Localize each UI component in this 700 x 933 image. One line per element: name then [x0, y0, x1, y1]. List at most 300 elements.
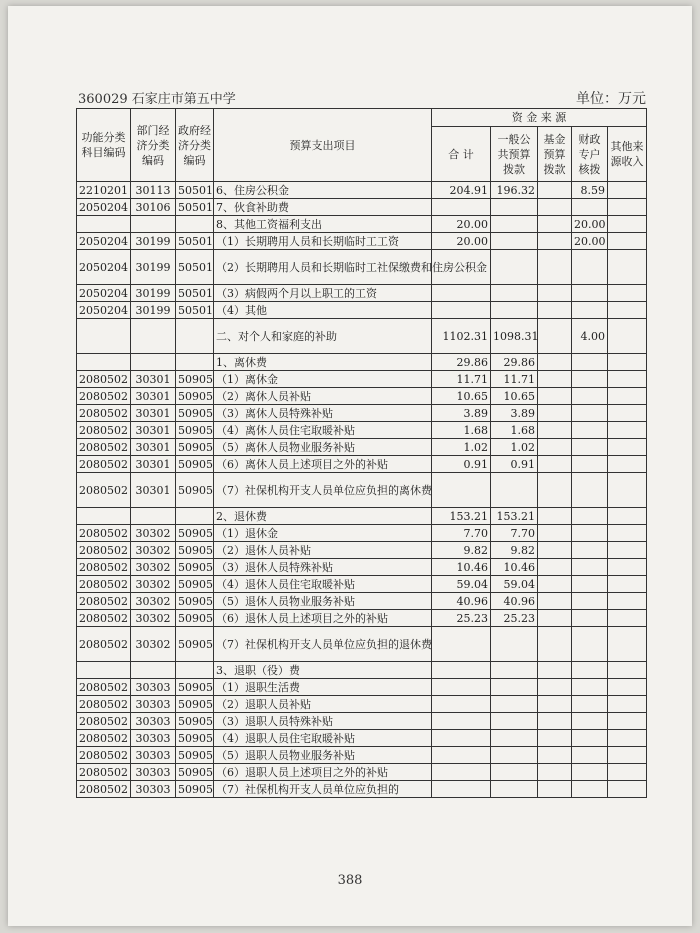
cell-dept-econ: [131, 508, 176, 525]
cell-general: 1098.31: [491, 319, 538, 354]
table-row: [77, 713, 647, 730]
table-row: [77, 233, 647, 250]
table-row: [77, 302, 647, 319]
cell-fund: [538, 781, 572, 798]
cell-other: [608, 439, 647, 456]
cell-func-code: [77, 216, 131, 233]
cell-special: [572, 525, 608, 542]
cell-other: [608, 473, 647, 508]
cell-item: （1）长期聘用人员和长期临时工工资: [214, 233, 432, 250]
document-header: [78, 88, 646, 108]
cell-general: [491, 781, 538, 798]
cell-other: [608, 182, 647, 199]
cell-total: 9.82: [432, 542, 491, 559]
cell-general: 11.71: [491, 371, 538, 388]
cell-general: 1.02: [491, 439, 538, 456]
cell-fund: [538, 559, 572, 576]
cell-special: 20.00: [572, 233, 608, 250]
table-row: [77, 405, 647, 422]
cell-total: [432, 764, 491, 781]
cell-func-code: 2210201: [77, 182, 131, 199]
cell-fund: [538, 250, 572, 285]
cell-total: [432, 473, 491, 508]
cell-dept-econ: 30301: [131, 456, 176, 473]
cell-dept-econ: [131, 319, 176, 354]
cell-dept-econ: 30106: [131, 199, 176, 216]
table-row: [77, 508, 647, 525]
cell-dept-econ: 30301: [131, 473, 176, 508]
cell-dept-econ: 30303: [131, 713, 176, 730]
cell-general: 153.21: [491, 508, 538, 525]
cell-gov-econ: 50905: [176, 405, 214, 422]
page-number: 388: [337, 873, 363, 888]
cell-special: [572, 354, 608, 371]
cell-special: [572, 627, 608, 662]
table-row: [77, 627, 647, 662]
cell-total: 29.86: [432, 354, 491, 371]
cell-func-code: 2080502: [77, 576, 131, 593]
table-row: [77, 525, 647, 542]
organization-title: 360029 石家庄市第五中学: [78, 92, 236, 107]
cell-special: [572, 679, 608, 696]
cell-fund: [538, 439, 572, 456]
cell-special: [572, 713, 608, 730]
cell-dept-econ: 30302: [131, 610, 176, 627]
cell-other: [608, 285, 647, 302]
cell-general: 196.32: [491, 182, 538, 199]
cell-fund: [538, 216, 572, 233]
cell-fund: [538, 199, 572, 216]
cell-special: [572, 593, 608, 610]
cell-fund: [538, 388, 572, 405]
cell-fund: [538, 662, 572, 679]
table-row: [77, 696, 647, 713]
cell-fund: [538, 371, 572, 388]
cell-total: 7.70: [432, 525, 491, 542]
cell-fund: [538, 730, 572, 747]
cell-special: [572, 388, 608, 405]
cell-gov-econ: 50905: [176, 576, 214, 593]
cell-special: [572, 371, 608, 388]
cell-item: （6）离休人员上述项目之外的补贴: [214, 456, 432, 473]
cell-general: 40.96: [491, 593, 538, 610]
cell-dept-econ: 30303: [131, 679, 176, 696]
cell-func-code: 2080502: [77, 713, 131, 730]
cell-total: [432, 730, 491, 747]
cell-item: （7）社保机构开支人员单位应负担的: [214, 781, 432, 798]
cell-item: （4）其他: [214, 302, 432, 319]
cell-other: [608, 559, 647, 576]
col-header-item: 预算支出项目: [214, 109, 432, 182]
cell-other: [608, 354, 647, 371]
cell-func-code: 2080502: [77, 559, 131, 576]
cell-total: 59.04: [432, 576, 491, 593]
cell-total: [432, 199, 491, 216]
cell-func-code: [77, 662, 131, 679]
cell-general: [491, 764, 538, 781]
cell-dept-econ: 30303: [131, 764, 176, 781]
cell-special: [572, 747, 608, 764]
table-row: [77, 456, 647, 473]
cell-general: [491, 285, 538, 302]
cell-dept-econ: 30302: [131, 559, 176, 576]
cell-other: [608, 747, 647, 764]
cell-other: [608, 199, 647, 216]
cell-total: 1102.31: [432, 319, 491, 354]
cell-gov-econ: 50905: [176, 696, 214, 713]
cell-special: [572, 508, 608, 525]
cell-general: [491, 302, 538, 319]
cell-func-code: 2050204: [77, 250, 131, 285]
table-row: [77, 388, 647, 405]
cell-fund: [538, 182, 572, 199]
cell-general: 10.46: [491, 559, 538, 576]
cell-gov-econ: 50905: [176, 747, 214, 764]
cell-special: [572, 422, 608, 439]
cell-fund: [538, 542, 572, 559]
cell-general: 0.91: [491, 456, 538, 473]
col-header-other: 其他来源收入: [608, 127, 647, 182]
cell-other: [608, 405, 647, 422]
cell-gov-econ: 50501: [176, 250, 214, 285]
cell-gov-econ: 50501: [176, 285, 214, 302]
cell-gov-econ: 50905: [176, 542, 214, 559]
cell-item: 1、离休费: [214, 354, 432, 371]
cell-item: （5）退休人员物业服务补贴: [214, 593, 432, 610]
cell-dept-econ: 30302: [131, 593, 176, 610]
table-row: [77, 559, 647, 576]
cell-func-code: 2080502: [77, 439, 131, 456]
cell-special: 20.00: [572, 216, 608, 233]
cell-item: （3）退职人员特殊补贴: [214, 713, 432, 730]
cell-general: [491, 696, 538, 713]
cell-total: 0.91: [432, 456, 491, 473]
cell-general: [491, 730, 538, 747]
cell-special: [572, 559, 608, 576]
cell-other: [608, 593, 647, 610]
cell-item: （1）离休金: [214, 371, 432, 388]
cell-fund: [538, 473, 572, 508]
unit-label: 单位：万元: [576, 91, 646, 107]
cell-dept-econ: 30199: [131, 250, 176, 285]
cell-total: 10.46: [432, 559, 491, 576]
table-row: [77, 593, 647, 610]
table-row: [77, 354, 647, 371]
cell-other: [608, 679, 647, 696]
cell-special: [572, 285, 608, 302]
cell-fund: [538, 285, 572, 302]
cell-total: 153.21: [432, 508, 491, 525]
cell-func-code: 2080502: [77, 781, 131, 798]
cell-func-code: [77, 508, 131, 525]
table-row: [77, 371, 647, 388]
cell-total: 20.00: [432, 216, 491, 233]
cell-general: 59.04: [491, 576, 538, 593]
cell-item: （2）长期聘用人员和长期临时工社保缴费和住房公积金: [214, 250, 432, 285]
cell-other: [608, 764, 647, 781]
cell-item: （6）退休人员上述项目之外的补贴: [214, 610, 432, 627]
cell-special: [572, 456, 608, 473]
cell-other: [608, 216, 647, 233]
budget-table-body: [77, 182, 647, 798]
col-header-fund: 基金预算拨款: [538, 127, 572, 182]
cell-other: [608, 422, 647, 439]
cell-func-code: 2080502: [77, 422, 131, 439]
cell-gov-econ: 50905: [176, 525, 214, 542]
cell-item: （7）社保机构开支人员单位应负担的离休费: [214, 473, 432, 508]
cell-total: 204.91: [432, 182, 491, 199]
cell-general: [491, 747, 538, 764]
cell-item: （2）离休人员补贴: [214, 388, 432, 405]
cell-special: 8.59: [572, 182, 608, 199]
cell-gov-econ: 50501: [176, 199, 214, 216]
cell-func-code: 2080502: [77, 542, 131, 559]
col-header-fund-source: 资 金 来 源: [432, 109, 647, 127]
cell-item: （1）退休金: [214, 525, 432, 542]
cell-fund: [538, 456, 572, 473]
cell-other: [608, 250, 647, 285]
cell-general: 1.68: [491, 422, 538, 439]
cell-func-code: 2080502: [77, 679, 131, 696]
cell-other: [608, 542, 647, 559]
cell-gov-econ: [176, 662, 214, 679]
cell-dept-econ: [131, 662, 176, 679]
cell-total: [432, 781, 491, 798]
cell-other: [608, 730, 647, 747]
cell-special: [572, 764, 608, 781]
cell-dept-econ: 30301: [131, 422, 176, 439]
cell-dept-econ: 30301: [131, 371, 176, 388]
cell-func-code: 2080502: [77, 388, 131, 405]
cell-total: 11.71: [432, 371, 491, 388]
cell-general: [491, 679, 538, 696]
cell-func-code: 2080502: [77, 371, 131, 388]
cell-gov-econ: 50905: [176, 422, 214, 439]
cell-func-code: 2080502: [77, 696, 131, 713]
cell-item: 6、住房公积金: [214, 182, 432, 199]
cell-fund: [538, 508, 572, 525]
cell-gov-econ: 50905: [176, 439, 214, 456]
cell-general: 10.65: [491, 388, 538, 405]
cell-gov-econ: 50905: [176, 781, 214, 798]
col-header-gov-econ: 政府经济分类编码: [176, 109, 214, 182]
cell-special: [572, 662, 608, 679]
col-header-general: 一般公共预算拨款: [491, 127, 538, 182]
cell-general: 9.82: [491, 542, 538, 559]
cell-other: [608, 388, 647, 405]
cell-fund: [538, 319, 572, 354]
cell-special: [572, 576, 608, 593]
cell-other: [608, 662, 647, 679]
cell-special: [572, 542, 608, 559]
table-row: [77, 319, 647, 354]
cell-fund: [538, 713, 572, 730]
cell-special: [572, 405, 608, 422]
cell-general: [491, 199, 538, 216]
cell-special: [572, 473, 608, 508]
cell-gov-econ: 50905: [176, 559, 214, 576]
cell-func-code: 2080502: [77, 747, 131, 764]
cell-other: [608, 233, 647, 250]
cell-gov-econ: 50905: [176, 473, 214, 508]
cell-general: 29.86: [491, 354, 538, 371]
cell-total: 3.89: [432, 405, 491, 422]
cell-gov-econ: 50501: [176, 302, 214, 319]
cell-fund: [538, 747, 572, 764]
cell-gov-econ: [176, 508, 214, 525]
cell-gov-econ: 50905: [176, 679, 214, 696]
cell-other: [608, 610, 647, 627]
cell-dept-econ: 30301: [131, 405, 176, 422]
cell-func-code: 2080502: [77, 525, 131, 542]
table-row: [77, 422, 647, 439]
cell-item: 2、退休费: [214, 508, 432, 525]
cell-func-code: [77, 319, 131, 354]
cell-special: [572, 696, 608, 713]
cell-total: 1.02: [432, 439, 491, 456]
table-row: [77, 285, 647, 302]
table-row: [77, 216, 647, 233]
cell-item: （1）退职生活费: [214, 679, 432, 696]
cell-dept-econ: 30303: [131, 696, 176, 713]
cell-general: [491, 713, 538, 730]
cell-total: 25.23: [432, 610, 491, 627]
table-row: [77, 730, 647, 747]
cell-fund: [538, 764, 572, 781]
cell-general: [491, 662, 538, 679]
cell-fund: [538, 525, 572, 542]
cell-item: （5）离休人员物业服务补贴: [214, 439, 432, 456]
cell-fund: [538, 696, 572, 713]
col-header-dept-econ: 部门经济分类编码: [131, 109, 176, 182]
cell-item: （3）离休人员特殊补贴: [214, 405, 432, 422]
cell-fund: [538, 302, 572, 319]
cell-total: 10.65: [432, 388, 491, 405]
cell-gov-econ: 50905: [176, 388, 214, 405]
cell-other: [608, 508, 647, 525]
cell-func-code: 2080502: [77, 593, 131, 610]
cell-general: 25.23: [491, 610, 538, 627]
cell-special: [572, 439, 608, 456]
cell-func-code: [77, 354, 131, 371]
cell-dept-econ: 30199: [131, 302, 176, 319]
cell-gov-econ: 50905: [176, 764, 214, 781]
cell-dept-econ: [131, 216, 176, 233]
cell-func-code: 2080502: [77, 473, 131, 508]
cell-item: （4）离休人员住宅取暖补贴: [214, 422, 432, 439]
cell-gov-econ: [176, 354, 214, 371]
cell-other: [608, 371, 647, 388]
cell-item: 二、对个人和家庭的补助: [214, 319, 432, 354]
cell-item: （6）退职人员上述项目之外的补贴: [214, 764, 432, 781]
cell-other: [608, 525, 647, 542]
table-row: [77, 747, 647, 764]
cell-total: [432, 713, 491, 730]
table-row: [77, 662, 647, 679]
cell-item: （2）退休人员补贴: [214, 542, 432, 559]
cell-fund: [538, 679, 572, 696]
col-header-special: 财政专户核拨: [572, 127, 608, 182]
cell-special: [572, 250, 608, 285]
cell-item: 7、伙食补助费: [214, 199, 432, 216]
cell-func-code: 2080502: [77, 610, 131, 627]
cell-gov-econ: 50501: [176, 182, 214, 199]
cell-item: 3、退职（役）费: [214, 662, 432, 679]
budget-table: [76, 108, 647, 798]
cell-general: [491, 233, 538, 250]
col-header-total: 合 计: [432, 127, 491, 182]
cell-dept-econ: 30302: [131, 627, 176, 662]
table-row: [77, 576, 647, 593]
cell-fund: [538, 233, 572, 250]
cell-dept-econ: 30303: [131, 747, 176, 764]
cell-special: [572, 730, 608, 747]
cell-item: 8、其他工资福利支出: [214, 216, 432, 233]
cell-gov-econ: 50905: [176, 456, 214, 473]
cell-general: [491, 627, 538, 662]
cell-dept-econ: 30302: [131, 525, 176, 542]
cell-other: [608, 319, 647, 354]
cell-total: [432, 662, 491, 679]
cell-total: 40.96: [432, 593, 491, 610]
cell-total: [432, 285, 491, 302]
cell-other: [608, 627, 647, 662]
cell-gov-econ: 50501: [176, 233, 214, 250]
cell-fund: [538, 422, 572, 439]
cell-special: [572, 199, 608, 216]
table-row: [77, 610, 647, 627]
cell-item: （5）退职人员物业服务补贴: [214, 747, 432, 764]
cell-fund: [538, 576, 572, 593]
cell-fund: [538, 627, 572, 662]
table-row: [77, 439, 647, 456]
cell-special: 4.00: [572, 319, 608, 354]
cell-dept-econ: 30199: [131, 285, 176, 302]
cell-dept-econ: 30301: [131, 388, 176, 405]
cell-func-code: 2080502: [77, 730, 131, 747]
cell-dept-econ: [131, 354, 176, 371]
cell-gov-econ: 50905: [176, 593, 214, 610]
cell-other: [608, 456, 647, 473]
cell-func-code: 2080502: [77, 764, 131, 781]
cell-item: （3）退休人员特殊补贴: [214, 559, 432, 576]
cell-gov-econ: 50905: [176, 371, 214, 388]
cell-item: （2）退职人员补贴: [214, 696, 432, 713]
cell-func-code: 2050204: [77, 285, 131, 302]
cell-gov-econ: [176, 216, 214, 233]
cell-fund: [538, 354, 572, 371]
cell-total: 1.68: [432, 422, 491, 439]
cell-total: [432, 627, 491, 662]
cell-dept-econ: 30199: [131, 233, 176, 250]
cell-general: [491, 250, 538, 285]
col-header-func-code: 功能分类科目编码: [77, 109, 131, 182]
cell-dept-econ: 30303: [131, 781, 176, 798]
cell-dept-econ: 30302: [131, 576, 176, 593]
cell-special: [572, 302, 608, 319]
table-row: [77, 473, 647, 508]
cell-dept-econ: 30113: [131, 182, 176, 199]
cell-dept-econ: 30303: [131, 730, 176, 747]
cell-gov-econ: 50905: [176, 713, 214, 730]
cell-total: [432, 679, 491, 696]
cell-general: 3.89: [491, 405, 538, 422]
cell-func-code: 2050204: [77, 302, 131, 319]
cell-other: [608, 576, 647, 593]
cell-total: [432, 302, 491, 319]
cell-fund: [538, 593, 572, 610]
table-row: [77, 764, 647, 781]
